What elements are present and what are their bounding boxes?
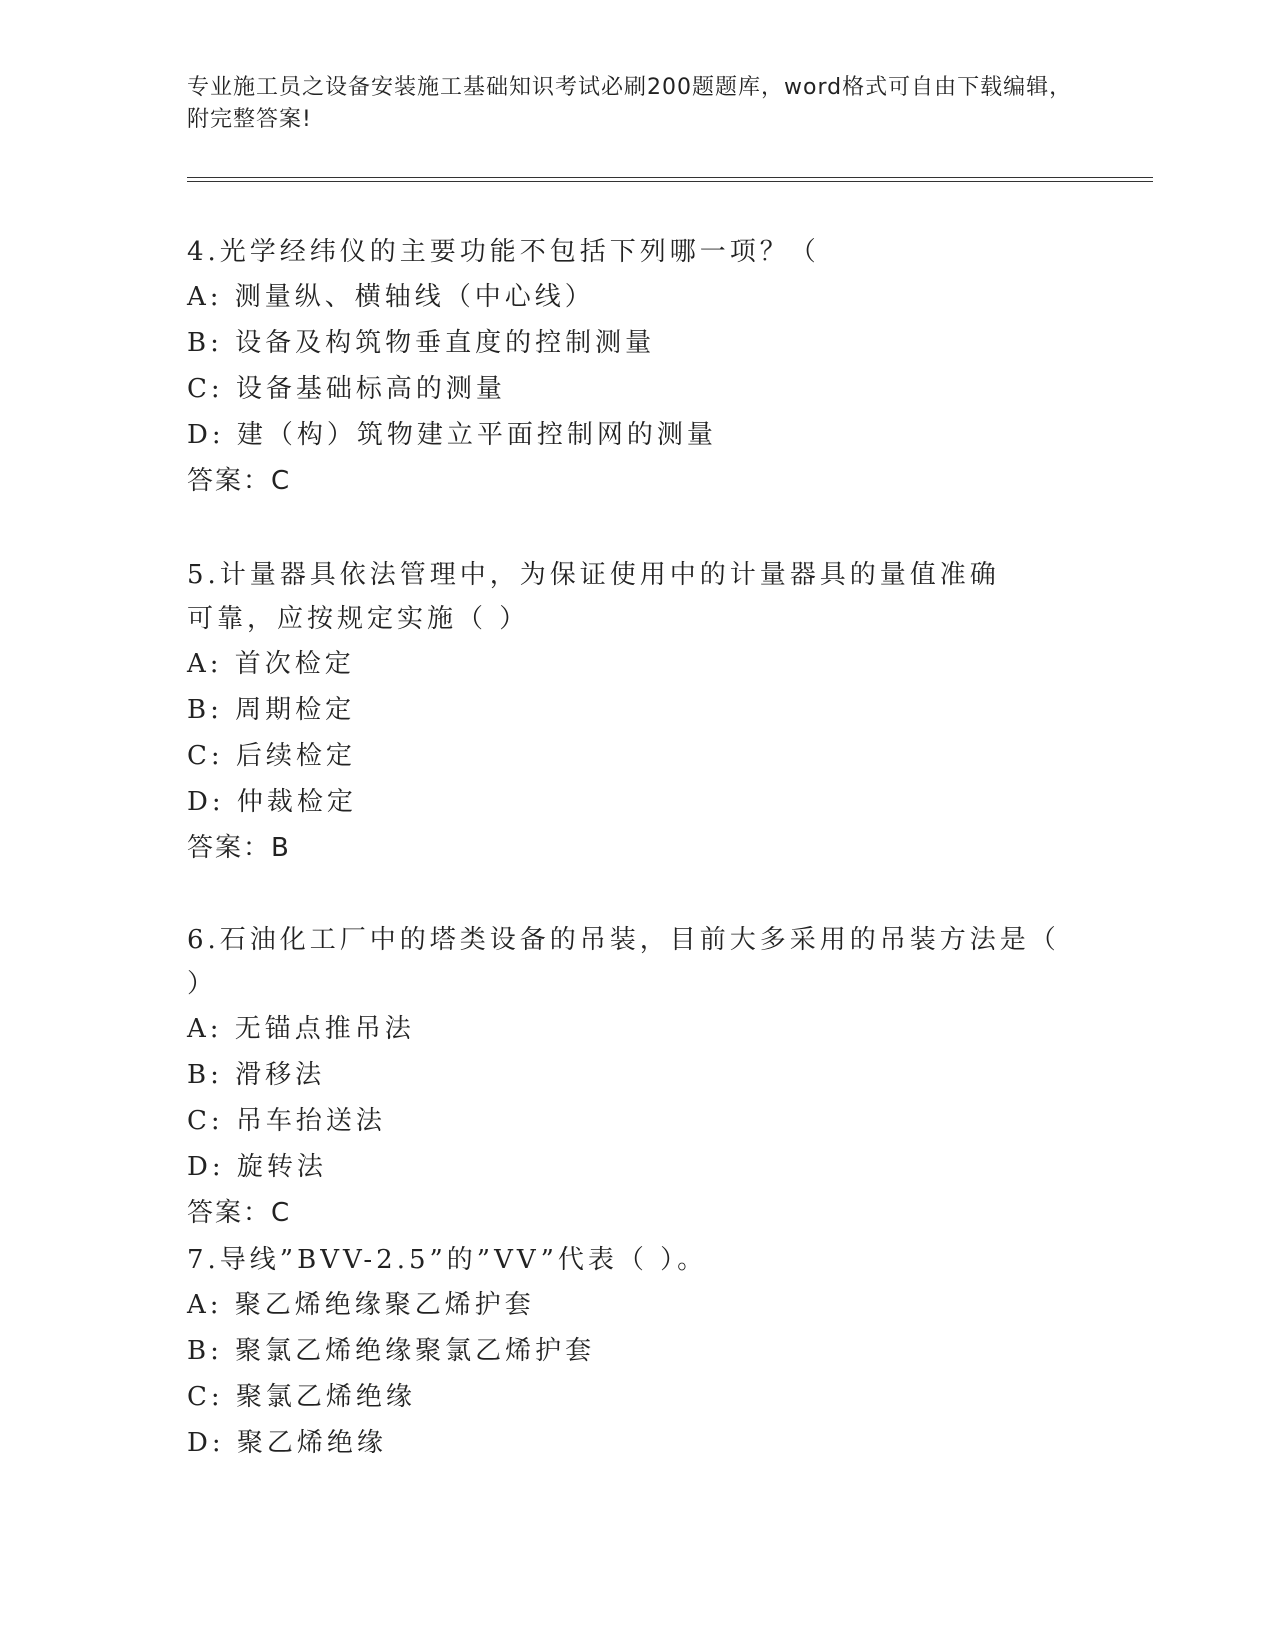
- option-d: D: 建（构）筑物建立平面控制网的测量: [187, 420, 717, 450]
- header-divider-top: [187, 177, 1153, 178]
- option-b: B: 聚氯乙烯绝缘聚氯乙烯护套: [187, 1336, 596, 1366]
- option-c: C: 后续检定: [187, 741, 356, 771]
- answer-line: 答案：C: [187, 1198, 292, 1228]
- answer-line: 答案：C: [187, 466, 292, 496]
- option-a: A: 首次检定: [187, 649, 355, 679]
- question-stem: 4.光学经纬仪的主要功能不包括下列哪一项？（: [187, 237, 820, 267]
- option-a: A: 聚乙烯绝缘聚乙烯护套: [187, 1290, 535, 1320]
- question-4: [187, 230, 1087, 504]
- header-title: 专业施工员之设备安装施工基础知识考试必刷200题题库，word格式可自由下载编辑，附完整答案!: [187, 75, 1073, 132]
- question-stem: 7.导线”BVV-2.5”的”VV”代表（ ）。: [187, 1245, 708, 1275]
- question-stem: 6.石油化工厂中的塔类设备的吊装，目前大多采用的吊装方法是（ ）: [187, 925, 1060, 999]
- question-stem: 5.计量器具依法管理中，为保证使用中的计量器具的量值准确可靠，应按规定实施（ ）: [187, 560, 1000, 634]
- option-a: A: 测量纵、横轴线（中心线）: [187, 282, 595, 312]
- option-c: C: 设备基础标高的测量: [187, 374, 506, 404]
- header-divider-bottom: [187, 181, 1153, 182]
- question-7: [187, 1238, 1087, 1466]
- option-d: D: 旋转法: [187, 1152, 327, 1182]
- option-b: B: 周期检定: [187, 695, 356, 725]
- question-6: [187, 918, 1087, 1236]
- document-header: [187, 72, 1077, 136]
- option-c: C: 吊车抬送法: [187, 1106, 386, 1136]
- option-d: D: 聚乙烯绝缘: [187, 1428, 387, 1458]
- answer-line: 答案：B: [187, 833, 291, 863]
- option-d: D: 仲裁检定: [187, 787, 357, 817]
- option-b: B: 滑移法: [187, 1060, 326, 1090]
- option-a: A: 无锚点推吊法: [187, 1014, 415, 1044]
- option-b: B: 设备及构筑物垂直度的控制测量: [187, 328, 656, 358]
- option-c: C: 聚氯乙烯绝缘: [187, 1382, 416, 1412]
- question-5: [187, 553, 1017, 871]
